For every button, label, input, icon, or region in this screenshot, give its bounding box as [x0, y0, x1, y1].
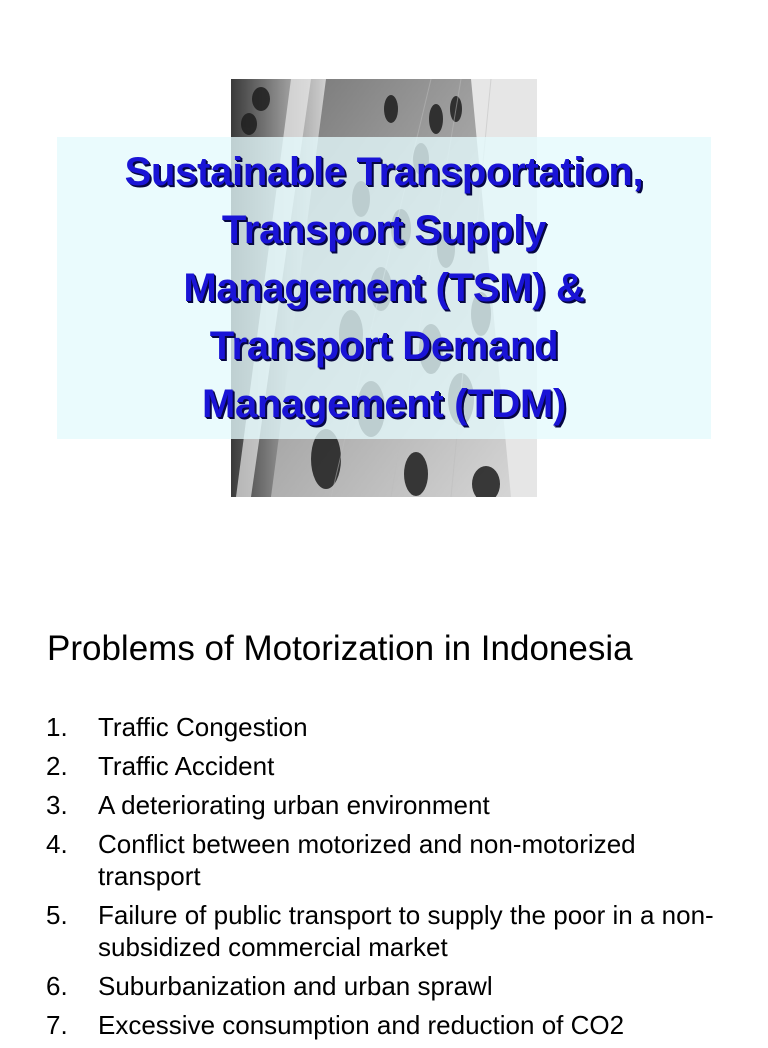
problem-list	[0, 711, 768, 1048]
list-item-number: 7.	[46, 1010, 68, 1040]
list-item	[0, 1009, 768, 1041]
list-item-text: Suburbanization and urban sprawl	[98, 971, 493, 1001]
title-band	[57, 137, 711, 439]
list-item-number: 4.	[46, 829, 68, 859]
list-item-text: Excessive consumption and reduction of CO2	[98, 1010, 625, 1040]
section-heading: Problems of Motorization in Indonesia	[47, 629, 633, 668]
list-item-number: 5.	[46, 900, 68, 930]
list-item-text: Traffic Congestion	[98, 712, 308, 742]
list-item-number: 3.	[46, 790, 68, 820]
list-item	[0, 970, 768, 1002]
list-item-text: Traffic Accident	[98, 751, 275, 781]
list-item-text: Failure of public transport to supply the poor in a non-subsidized commercial market	[98, 900, 714, 962]
list-item	[0, 789, 768, 821]
list-item-text: Conflict between motorized and non-motorized transport	[98, 829, 636, 891]
list-item-text: A deteriorating urban environment	[98, 790, 490, 820]
list-item	[0, 750, 768, 782]
list-item	[0, 828, 768, 892]
list-item-number: 1.	[46, 712, 68, 742]
list-item-number: 6.	[46, 971, 68, 1001]
slide-title: Sustainable Transportation, Transport Supply Management (TSM) & Transport Demand Management (TDM)	[124, 150, 644, 426]
list-item	[0, 899, 768, 963]
list-item-number: 2.	[46, 751, 68, 781]
list-item	[0, 711, 768, 743]
